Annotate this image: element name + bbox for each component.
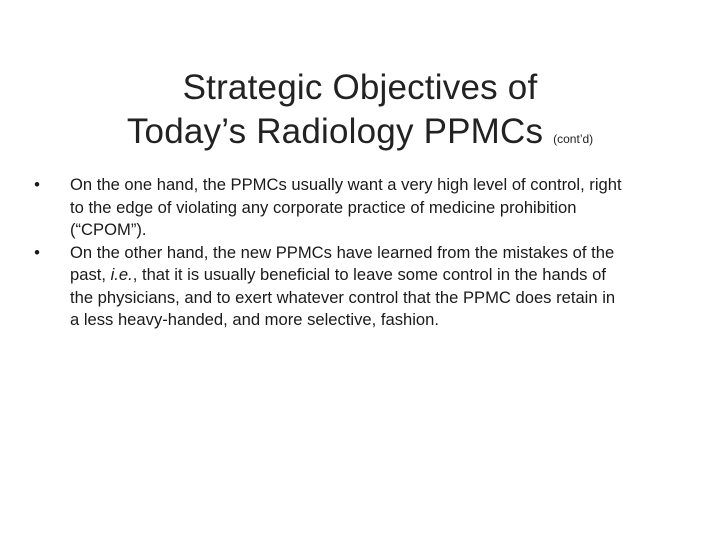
title-line-2-text: Today’s Radiology PPMCs xyxy=(126,112,544,151)
bullet-line: a less heavy-handed, and more selective, fashion. xyxy=(70,310,439,329)
bullet-line xyxy=(70,264,690,287)
title-suffix: (cont’d) xyxy=(553,132,594,146)
bullet-line: On the one hand, the PPMCs usually want a very high level of control, right xyxy=(70,175,622,194)
title-line-2 xyxy=(36,110,684,161)
bullet-line-segment: past, xyxy=(70,265,111,284)
bullet-marker: • xyxy=(34,175,40,194)
bullet-line: On the other hand, the new PPMCs have learned from the mistakes of the xyxy=(70,242,615,262)
bullet-text xyxy=(70,242,690,332)
bullet-item-2 xyxy=(30,242,690,332)
bullet-text xyxy=(70,174,690,242)
slide-title xyxy=(36,66,684,161)
italic-abbreviation: i.e. xyxy=(110,265,133,284)
bullet-line: (“CPOM”). xyxy=(70,220,147,239)
bullet-line: to the edge of violating any corporate practice of medicine prohibition xyxy=(70,197,577,217)
title-line-1: Strategic Objectives of xyxy=(182,68,538,107)
bullet-list xyxy=(30,174,690,332)
bullet-item-1 xyxy=(30,174,690,242)
bullet-line-segment: , that it is usually beneficial to leave some control in the hands of xyxy=(132,265,606,284)
bullet-marker: • xyxy=(34,242,40,262)
bullet-line: the physicians, and to exert whatever control that the PPMC does retain in xyxy=(70,287,616,307)
